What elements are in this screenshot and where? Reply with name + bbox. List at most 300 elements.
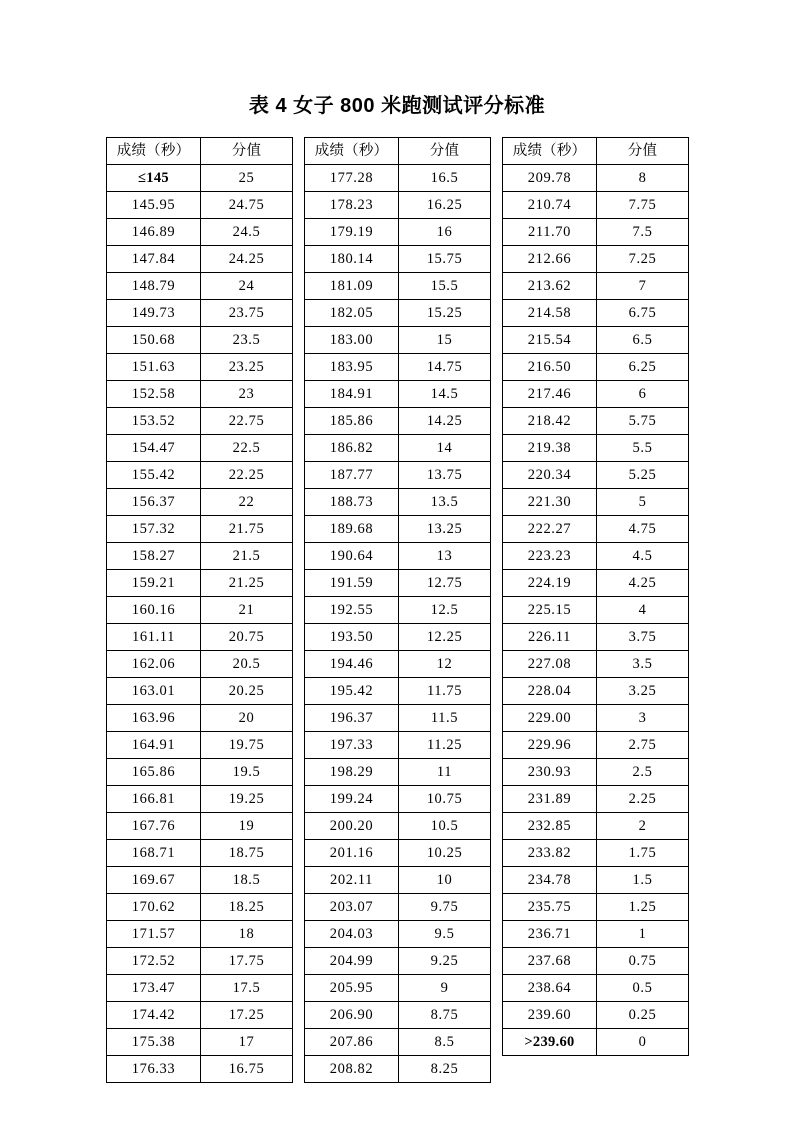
cell-score: 20.5 — [201, 651, 293, 678]
cell-result: 213.62 — [503, 273, 597, 300]
cell-result: 170.62 — [107, 894, 201, 921]
cell-result: 218.42 — [503, 408, 597, 435]
cell-result: 215.54 — [503, 327, 597, 354]
table-row — [107, 354, 293, 381]
table-row — [305, 273, 491, 300]
cell-result: 210.74 — [503, 192, 597, 219]
cell-score: 5 — [597, 489, 689, 516]
cell-result: 156.37 — [107, 489, 201, 516]
cell-result: 180.14 — [305, 246, 399, 273]
table-row — [503, 678, 689, 705]
cell-score: 18.25 — [201, 894, 293, 921]
cell-score: 25 — [201, 165, 293, 192]
table-row — [503, 759, 689, 786]
cell-result: 169.67 — [107, 867, 201, 894]
column-header-result: 成绩（秒） — [107, 138, 201, 165]
table-header-row — [305, 138, 491, 165]
score-table-block-1 — [106, 137, 293, 1083]
table-row — [305, 732, 491, 759]
cell-result: 162.06 — [107, 651, 201, 678]
cell-result: 196.37 — [305, 705, 399, 732]
cell-score: 17.75 — [201, 948, 293, 975]
cell-result: 205.95 — [305, 975, 399, 1002]
cell-result: 178.23 — [305, 192, 399, 219]
cell-score: 14.25 — [399, 408, 491, 435]
table-row — [503, 165, 689, 192]
cell-result: 219.38 — [503, 435, 597, 462]
cell-result: 201.16 — [305, 840, 399, 867]
cell-result: 230.93 — [503, 759, 597, 786]
cell-result: 155.42 — [107, 462, 201, 489]
table-row — [305, 489, 491, 516]
cell-score: 15.75 — [399, 246, 491, 273]
table-row — [305, 813, 491, 840]
cell-result: 171.57 — [107, 921, 201, 948]
table-row — [107, 219, 293, 246]
cell-score: 4.5 — [597, 543, 689, 570]
table-row — [503, 570, 689, 597]
cell-result: 168.71 — [107, 840, 201, 867]
cell-result: 166.81 — [107, 786, 201, 813]
cell-result: 211.70 — [503, 219, 597, 246]
cell-score: 18 — [201, 921, 293, 948]
cell-score: 4.25 — [597, 570, 689, 597]
cell-result: 227.08 — [503, 651, 597, 678]
cell-result: 175.38 — [107, 1029, 201, 1056]
table-body-block-3 — [503, 165, 689, 1056]
table-row — [107, 300, 293, 327]
table-row — [305, 624, 491, 651]
score-table-block-3 — [502, 137, 689, 1056]
table-row — [107, 597, 293, 624]
table-row — [503, 354, 689, 381]
cell-score: 20.25 — [201, 678, 293, 705]
cell-result: 173.47 — [107, 975, 201, 1002]
table-body-block-1 — [107, 165, 293, 1083]
cell-score: 0.75 — [597, 948, 689, 975]
table-row — [107, 1056, 293, 1083]
table-row — [107, 165, 293, 192]
cell-result: 199.24 — [305, 786, 399, 813]
cell-result: 165.86 — [107, 759, 201, 786]
cell-score: 12 — [399, 651, 491, 678]
table-row — [305, 894, 491, 921]
table-row — [503, 786, 689, 813]
cell-score: 7 — [597, 273, 689, 300]
table-row — [305, 246, 491, 273]
cell-score: 6.5 — [597, 327, 689, 354]
cell-result: 186.82 — [305, 435, 399, 462]
table-row — [503, 516, 689, 543]
cell-result: 202.11 — [305, 867, 399, 894]
cell-score: 18.5 — [201, 867, 293, 894]
table-row — [305, 543, 491, 570]
cell-score: 13.5 — [399, 489, 491, 516]
cell-result: 197.33 — [305, 732, 399, 759]
table-row — [107, 786, 293, 813]
cell-result: 203.07 — [305, 894, 399, 921]
table-row — [503, 624, 689, 651]
table-row — [107, 894, 293, 921]
cell-result: 204.99 — [305, 948, 399, 975]
table-row — [305, 840, 491, 867]
cell-result: 160.16 — [107, 597, 201, 624]
table-row — [107, 813, 293, 840]
cell-result: 229.00 — [503, 705, 597, 732]
table-row — [503, 489, 689, 516]
table-row — [305, 975, 491, 1002]
cell-score: 10.25 — [399, 840, 491, 867]
cell-score: 0.25 — [597, 1002, 689, 1029]
cell-result: 232.85 — [503, 813, 597, 840]
cell-result: 145.95 — [107, 192, 201, 219]
table-row — [503, 435, 689, 462]
cell-result: 161.11 — [107, 624, 201, 651]
cell-result: 208.82 — [305, 1056, 399, 1083]
cell-score: 21 — [201, 597, 293, 624]
column-header-score: 分值 — [597, 138, 689, 165]
column-header-result: 成绩（秒） — [305, 138, 399, 165]
cell-score: 23.25 — [201, 354, 293, 381]
cell-result: 226.11 — [503, 624, 597, 651]
cell-score: 21.5 — [201, 543, 293, 570]
table-row — [503, 219, 689, 246]
cell-score: 1.25 — [597, 894, 689, 921]
cell-score: 15 — [399, 327, 491, 354]
cell-score: 3.5 — [597, 651, 689, 678]
cell-result: 146.89 — [107, 219, 201, 246]
table-row — [305, 435, 491, 462]
cell-result: 148.79 — [107, 273, 201, 300]
cell-score: 13.75 — [399, 462, 491, 489]
cell-result: 217.46 — [503, 381, 597, 408]
cell-result: 224.19 — [503, 570, 597, 597]
cell-score: 24.75 — [201, 192, 293, 219]
cell-score: 5.75 — [597, 408, 689, 435]
table-row — [503, 462, 689, 489]
table-row — [305, 516, 491, 543]
table-row — [305, 705, 491, 732]
table-row — [305, 678, 491, 705]
table-row — [107, 678, 293, 705]
cell-score: 11.5 — [399, 705, 491, 732]
cell-result: 192.55 — [305, 597, 399, 624]
cell-result: 214.58 — [503, 300, 597, 327]
cell-score: 3 — [597, 705, 689, 732]
table-row — [503, 705, 689, 732]
cell-score: 5.25 — [597, 462, 689, 489]
table-row — [503, 1002, 689, 1029]
cell-score: 13 — [399, 543, 491, 570]
cell-result: 190.64 — [305, 543, 399, 570]
cell-score: 9.5 — [399, 921, 491, 948]
cell-score: 23 — [201, 381, 293, 408]
cell-result: 223.23 — [503, 543, 597, 570]
table-row — [305, 1002, 491, 1029]
cell-result: 236.71 — [503, 921, 597, 948]
cell-score: 10 — [399, 867, 491, 894]
table-row — [107, 273, 293, 300]
table-row — [503, 273, 689, 300]
table-row — [305, 408, 491, 435]
cell-result: 177.28 — [305, 165, 399, 192]
cell-score: 22.25 — [201, 462, 293, 489]
column-header-score: 分值 — [399, 138, 491, 165]
cell-result: >239.60 — [503, 1029, 597, 1056]
cell-result: 195.42 — [305, 678, 399, 705]
table-row — [305, 867, 491, 894]
table-row — [305, 651, 491, 678]
cell-result: 159.21 — [107, 570, 201, 597]
cell-result: 149.73 — [107, 300, 201, 327]
cell-result: 207.86 — [305, 1029, 399, 1056]
cell-score: 10.5 — [399, 813, 491, 840]
table-row — [107, 1002, 293, 1029]
cell-score: 14 — [399, 435, 491, 462]
table-row — [107, 462, 293, 489]
column-header-score: 分值 — [201, 138, 293, 165]
cell-result: 216.50 — [503, 354, 597, 381]
cell-result: 189.68 — [305, 516, 399, 543]
table-row — [503, 921, 689, 948]
cell-score: 3.75 — [597, 624, 689, 651]
cell-result: 174.42 — [107, 1002, 201, 1029]
cell-score: 22.75 — [201, 408, 293, 435]
cell-score: 16.25 — [399, 192, 491, 219]
cell-score: 17 — [201, 1029, 293, 1056]
cell-score: 24 — [201, 273, 293, 300]
table-row — [503, 867, 689, 894]
table-row — [107, 408, 293, 435]
cell-result: 185.86 — [305, 408, 399, 435]
cell-result: 237.68 — [503, 948, 597, 975]
table-row — [503, 1029, 689, 1056]
cell-score: 9.25 — [399, 948, 491, 975]
table-row — [503, 543, 689, 570]
table-row — [503, 894, 689, 921]
table-row — [107, 327, 293, 354]
table-row — [107, 624, 293, 651]
cell-result: 222.27 — [503, 516, 597, 543]
table-row — [305, 354, 491, 381]
cell-result: 235.75 — [503, 894, 597, 921]
table-row — [107, 246, 293, 273]
cell-result: 206.90 — [305, 1002, 399, 1029]
score-tables-container — [106, 137, 676, 1083]
cell-score: 15.5 — [399, 273, 491, 300]
cell-score: 12.5 — [399, 597, 491, 624]
cell-result: 163.01 — [107, 678, 201, 705]
cell-score: 17.25 — [201, 1002, 293, 1029]
table-row — [503, 975, 689, 1002]
cell-result: 152.58 — [107, 381, 201, 408]
table-row — [107, 705, 293, 732]
cell-score: 1.5 — [597, 867, 689, 894]
table-row — [503, 651, 689, 678]
cell-score: 19 — [201, 813, 293, 840]
cell-result: 239.60 — [503, 1002, 597, 1029]
cell-score: 11 — [399, 759, 491, 786]
cell-result: 194.46 — [305, 651, 399, 678]
cell-result: 238.64 — [503, 975, 597, 1002]
cell-score: 5.5 — [597, 435, 689, 462]
table-row — [107, 732, 293, 759]
cell-result: 150.68 — [107, 327, 201, 354]
column-header-result: 成绩（秒） — [503, 138, 597, 165]
cell-score: 20.75 — [201, 624, 293, 651]
table-row — [503, 597, 689, 624]
cell-result: ≤145 — [107, 165, 201, 192]
cell-result: 167.76 — [107, 813, 201, 840]
cell-result: 147.84 — [107, 246, 201, 273]
table-row — [305, 597, 491, 624]
cell-score: 2 — [597, 813, 689, 840]
table-row — [503, 732, 689, 759]
cell-result: 234.78 — [503, 867, 597, 894]
cell-score: 8.25 — [399, 1056, 491, 1083]
cell-score: 12.75 — [399, 570, 491, 597]
cell-result: 154.47 — [107, 435, 201, 462]
table-row — [305, 1029, 491, 1056]
table-row — [107, 840, 293, 867]
table-row — [305, 219, 491, 246]
table-row — [107, 867, 293, 894]
cell-score: 2.75 — [597, 732, 689, 759]
cell-score: 7.25 — [597, 246, 689, 273]
cell-result: 188.73 — [305, 489, 399, 516]
cell-score: 19.75 — [201, 732, 293, 759]
cell-score: 16.75 — [201, 1056, 293, 1083]
cell-result: 220.34 — [503, 462, 597, 489]
score-table-block-2 — [304, 137, 491, 1083]
cell-score: 1.75 — [597, 840, 689, 867]
cell-result: 228.04 — [503, 678, 597, 705]
cell-score: 11.25 — [399, 732, 491, 759]
cell-result: 204.03 — [305, 921, 399, 948]
cell-result: 181.09 — [305, 273, 399, 300]
table-row — [305, 570, 491, 597]
cell-score: 6.75 — [597, 300, 689, 327]
cell-result: 172.52 — [107, 948, 201, 975]
table-row — [305, 1056, 491, 1083]
cell-score: 14.5 — [399, 381, 491, 408]
table-row — [503, 246, 689, 273]
cell-score: 8.5 — [399, 1029, 491, 1056]
cell-score: 15.25 — [399, 300, 491, 327]
cell-result: 176.33 — [107, 1056, 201, 1083]
page-title: 表 4 女子 800 米跑测试评分标准 — [248, 95, 546, 117]
table-row — [305, 300, 491, 327]
cell-result: 151.63 — [107, 354, 201, 381]
table-row — [107, 1029, 293, 1056]
table-row — [107, 759, 293, 786]
table-row — [107, 651, 293, 678]
table-row — [503, 192, 689, 219]
cell-result: 184.91 — [305, 381, 399, 408]
cell-result: 193.50 — [305, 624, 399, 651]
table-row — [503, 381, 689, 408]
cell-result: 233.82 — [503, 840, 597, 867]
cell-score: 1 — [597, 921, 689, 948]
cell-result: 231.89 — [503, 786, 597, 813]
cell-score: 24.5 — [201, 219, 293, 246]
table-row — [305, 327, 491, 354]
table-row — [503, 813, 689, 840]
table-row — [305, 192, 491, 219]
cell-score: 19.5 — [201, 759, 293, 786]
cell-result: 163.96 — [107, 705, 201, 732]
cell-score: 13.25 — [399, 516, 491, 543]
cell-score: 4.75 — [597, 516, 689, 543]
table-row — [305, 165, 491, 192]
table-row — [107, 975, 293, 1002]
cell-score: 22 — [201, 489, 293, 516]
cell-score: 21.25 — [201, 570, 293, 597]
cell-score: 2.5 — [597, 759, 689, 786]
table-row — [503, 840, 689, 867]
cell-result: 198.29 — [305, 759, 399, 786]
cell-result: 209.78 — [503, 165, 597, 192]
cell-score: 7.5 — [597, 219, 689, 246]
cell-result: 191.59 — [305, 570, 399, 597]
cell-score: 4 — [597, 597, 689, 624]
table-row — [107, 435, 293, 462]
cell-score: 20 — [201, 705, 293, 732]
cell-score: 8.75 — [399, 1002, 491, 1029]
table-row — [305, 921, 491, 948]
table-header-row — [503, 138, 689, 165]
cell-result: 157.32 — [107, 516, 201, 543]
cell-result: 229.96 — [503, 732, 597, 759]
table-row — [107, 543, 293, 570]
cell-score: 11.75 — [399, 678, 491, 705]
cell-result: 164.91 — [107, 732, 201, 759]
cell-score: 10.75 — [399, 786, 491, 813]
cell-result: 179.19 — [305, 219, 399, 246]
cell-score: 8 — [597, 165, 689, 192]
table-row — [107, 381, 293, 408]
cell-score: 9 — [399, 975, 491, 1002]
cell-score: 2.25 — [597, 786, 689, 813]
cell-result: 200.20 — [305, 813, 399, 840]
cell-score: 19.25 — [201, 786, 293, 813]
cell-score: 3.25 — [597, 678, 689, 705]
cell-score: 23.75 — [201, 300, 293, 327]
table-row — [305, 462, 491, 489]
cell-score: 18.75 — [201, 840, 293, 867]
table-row — [305, 381, 491, 408]
cell-result: 187.77 — [305, 462, 399, 489]
table-row — [503, 408, 689, 435]
cell-score: 9.75 — [399, 894, 491, 921]
cell-score: 24.25 — [201, 246, 293, 273]
cell-result: 153.52 — [107, 408, 201, 435]
cell-score: 23.5 — [201, 327, 293, 354]
cell-score: 6 — [597, 381, 689, 408]
cell-result: 221.30 — [503, 489, 597, 516]
cell-score: 6.25 — [597, 354, 689, 381]
cell-result: 183.00 — [305, 327, 399, 354]
cell-result: 183.95 — [305, 354, 399, 381]
cell-score: 22.5 — [201, 435, 293, 462]
cell-score: 12.25 — [399, 624, 491, 651]
table-row — [305, 786, 491, 813]
cell-score: 16 — [399, 219, 491, 246]
cell-result: 182.05 — [305, 300, 399, 327]
table-row — [107, 192, 293, 219]
cell-score: 16.5 — [399, 165, 491, 192]
cell-score: 0 — [597, 1029, 689, 1056]
